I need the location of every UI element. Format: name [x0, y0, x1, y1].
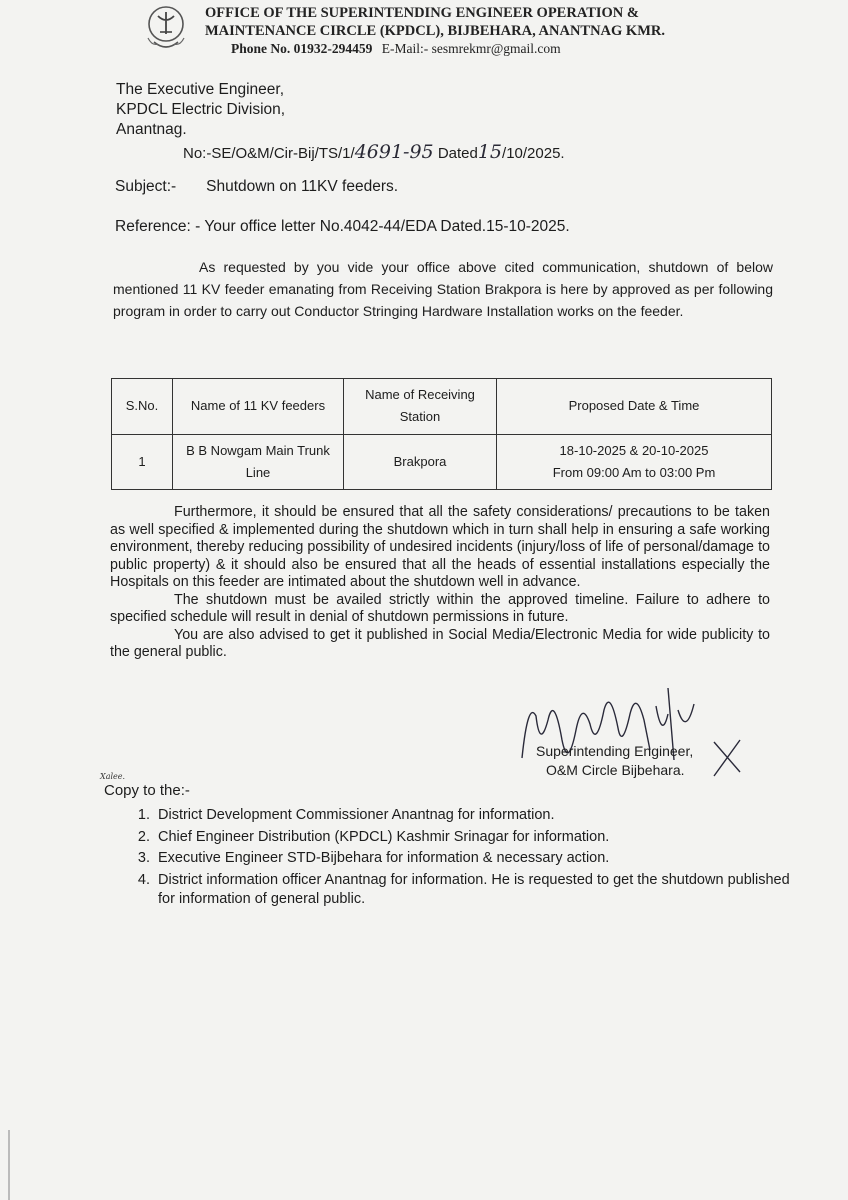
- list-item: 1. District Development Commissioner Anantnag for information.: [154, 806, 794, 826]
- list-item: 2. Chief Engineer Distribution (KPDCL) Kashmir Srinagar for information.: [154, 828, 794, 848]
- reference-number: [183, 141, 565, 163]
- body-paragraphs: [110, 504, 770, 662]
- signature-office: O&M Circle Bijbehara.: [546, 762, 685, 778]
- body-paragraph-1: [113, 256, 773, 322]
- body-paragraph-4: [110, 627, 770, 662]
- table-row: [112, 434, 772, 490]
- addressee-line-2: KPDCL Electric Division,: [116, 101, 286, 118]
- letterhead-line-2: MAINTENANCE CIRCLE (KPDCL), BIJBEHARA, ANANTNAG KMR.: [205, 23, 665, 39]
- body-paragraph-2: [110, 504, 770, 592]
- handwritten-day: 15: [477, 141, 503, 163]
- letterhead-phone: Phone No. 01932-294459: [231, 41, 373, 56]
- header-station: Name of Receiving Station: [344, 379, 497, 435]
- body-paragraph-3: [110, 592, 770, 627]
- subject-text: Shutdown on 11KV feeders.: [206, 178, 399, 195]
- letterhead: [205, 4, 845, 58]
- cell-station: Brakpora: [344, 434, 497, 490]
- list-item: 3. Executive Engineer STD-Bijbehara for information & necessary action.: [154, 849, 794, 869]
- handwritten-number: 4691-95: [354, 141, 434, 163]
- cell-time: From 09:00 Am to 03:00 Pm: [552, 464, 716, 480]
- emblem-icon: [140, 2, 198, 54]
- signature-block: [536, 742, 693, 780]
- date-suffix: /10/2025.: [502, 145, 565, 162]
- list-item: 4. District information officer Anantnag for information. He is requested to get the shutdown published for information of general public.: [154, 871, 794, 910]
- header-sno: S.No.: [112, 379, 173, 435]
- body-paragraph-1-text: As requested by you vide your office above cited communication, shutdown of below mentioned 11 KV feeder emanating from Receiving Station Brakpora is here by approved as per following program in order to carry out Conductor Stringing Hardware Installation works on the feeder.: [113, 259, 773, 319]
- table-header-row: [112, 379, 772, 435]
- copy-to-label: Copy to the:-: [104, 782, 190, 799]
- addressee-block: [116, 80, 285, 140]
- copy-to-list: [112, 806, 794, 912]
- subject-line: [115, 178, 398, 196]
- cell-sno: 1: [112, 434, 173, 490]
- letterhead-line-1: OFFICE OF THE SUPERINTENDING ENGINEER OPERATION &: [205, 5, 639, 21]
- scan-edge: [8, 1130, 10, 1200]
- body-paragraph-2-text: Furthermore, it should be ensured that all the safety considerations/ precautions to be taken as well specified & implemented during the shutdown which in turn shall help in ensuring a safe working environment, thereby reducing possibility of undesired incidents (injury/loss of life of personal/damage to public property) & it should also be ensured that all the heads of essential installations especially the Hospitals on this feeder are intimated about the shutdown well in advance.: [110, 504, 770, 590]
- body-paragraph-4-text: You are also advised to get it published in Social Media/Electronic Media for wide publicity to the general public.: [110, 626, 770, 660]
- addressee-line-3: Anantnag.: [116, 121, 187, 138]
- header-feeder: Name of 11 KV feeders: [173, 379, 344, 435]
- dated-label: Dated: [437, 145, 478, 162]
- reference-line: Reference: - Your office letter No.4042-44/EDA Dated.15-10-2025.: [115, 218, 570, 235]
- cell-feeder: B B Nowgam Main Trunk Line: [173, 434, 344, 490]
- shutdown-table: [111, 378, 772, 490]
- cell-datetime: [497, 434, 772, 490]
- body-paragraph-3-text: The shutdown must be availed strictly within the approved timeline. Failure to adhere to specified schedule will result in denial of shutdown permissions in future.: [110, 591, 770, 625]
- header-datetime: Proposed Date & Time: [497, 379, 772, 435]
- letterhead-contact: [205, 40, 845, 58]
- letterhead-email: E-Mail:- sesmrekmr@gmail.com: [381, 41, 561, 56]
- signature-designation: Superintending Engineer,: [536, 743, 694, 759]
- cell-date: 18-10-2025 & 20-10-2025: [559, 442, 709, 458]
- subject-label: Subject:-: [115, 178, 177, 195]
- reference-number-prefix: No:-SE/O&M/Cir-Bij/TS/1/: [183, 145, 355, 162]
- typist-initials: Xalee.: [100, 772, 126, 781]
- addressee-line-1: The Executive Engineer,: [116, 81, 285, 98]
